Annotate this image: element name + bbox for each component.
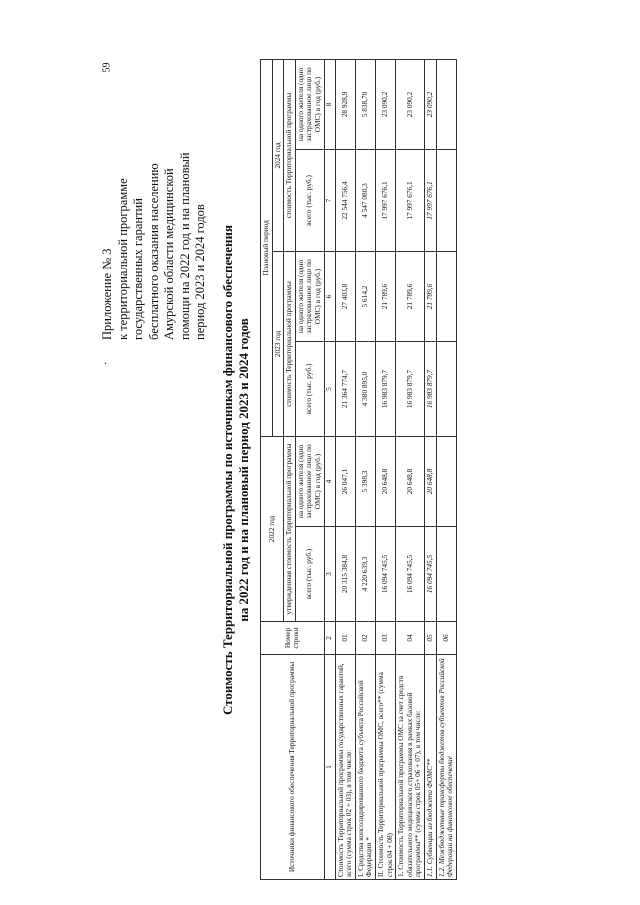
appendix-line: период 2023 и 2024 годов [193, 204, 207, 340]
header-total-2023: всего (тыс. руб.) [295, 341, 324, 436]
header-year-2022: 2022 год [261, 436, 284, 621]
header-per-resident-2022: на одного жителя (одно застрахованное лицо по ОМС) в год (руб.) [295, 436, 324, 526]
table-row [355, 59, 375, 879]
cost-table [260, 59, 457, 880]
cell-total-2023: 4 380 895,0 [355, 341, 375, 436]
cell-per-resident-2023: 21 789,6 [424, 251, 436, 341]
row-number: 04 [396, 622, 425, 655]
table-row [396, 59, 425, 879]
cell-per-resident-2022: 20 648,8 [396, 436, 425, 526]
header-program-cost-2024: стоимость Территориальной программы [284, 59, 296, 251]
cell-per-resident-2022: 5 398,3 [355, 436, 375, 526]
title-line-1: Стоимость Территориальной программы по источникам финансового обеспечения [220, 224, 235, 716]
table-row [424, 59, 436, 879]
row-number: 02 [355, 622, 375, 655]
column-number: 2 [324, 622, 335, 655]
cell-per-resident-2023: 21 789,6 [396, 251, 425, 341]
header-planned-period: Плановый период [261, 59, 273, 436]
appendix-line: Амурской области медицинской [162, 168, 176, 340]
cell-total-2023: 21 364 774,7 [335, 341, 355, 436]
cell-total-2022 [436, 527, 456, 622]
cell-total-2022: 16 094 745,5 [396, 527, 425, 622]
row-label: 1. Стоимость Территориальной программы ОМС за счет средств обязательного медицинского страхования в рамках базовой программы** (сумма строк 05+ 06 + 07), в том числе: [396, 655, 425, 880]
column-number: 7 [324, 149, 335, 251]
cell-per-resident-2023: 27 403,8 [335, 251, 355, 341]
header-source: Источники финансового обеспечения Территориальной программы [261, 655, 325, 880]
header-total-2022: всего (тыс. руб.) [295, 527, 324, 622]
cell-total-2024: 17 997 676,1 [396, 149, 425, 251]
cell-per-resident-2023: 21 789,6 [375, 251, 395, 341]
cell-per-resident-2024: 5 838,70 [355, 59, 375, 149]
cell-total-2022: 16 094 745,5 [424, 527, 436, 622]
row-number: 01 [335, 622, 355, 655]
cell-total-2024: 4 547 080,3 [355, 149, 375, 251]
cell-per-resident-2024: 23 090,2 [424, 59, 436, 149]
header-row-number: Номер строки [261, 622, 325, 655]
appendix-line: бесплатного оказания населению [146, 163, 161, 340]
header-program-cost-2023: стоимость Территориальной программы [284, 251, 296, 436]
row-label: I. Средства консолидированного бюджета субъекта Российской Федерации * [355, 655, 375, 880]
rotated-page-content [100, 60, 580, 880]
cell-per-resident-2022: 20 648,8 [375, 436, 395, 526]
cell-per-resident-2023 [436, 251, 456, 341]
column-number: 4 [324, 436, 335, 526]
cell-total-2023: 16 983 879,7 [424, 341, 436, 436]
header-per-resident-2024: на одного жителя (одно застрахованное лицо по ОМС) в год (руб.) [295, 59, 324, 149]
cell-total-2024: 22 544 756,4 [335, 149, 355, 251]
table-row [375, 59, 395, 879]
row-label: Стоимость Территориальной программы государственных гарантий, всего (сумма строк 02 + 03), в том числе: [335, 655, 355, 880]
cell-per-resident-2024: 28 928,9 [335, 59, 355, 149]
row-number: 06 [436, 622, 456, 655]
appendix-line: помощи на 2022 год и на плановый [177, 152, 192, 340]
column-number: 3 [324, 527, 335, 622]
cell-total-2022: 16 094 745,5 [375, 527, 395, 622]
header-per-resident-2023: на одного жителя (одно застрахованное лицо по ОМС) в год (руб.) [295, 251, 324, 341]
header-year-2024: 2024 год [272, 59, 284, 251]
cell-per-resident-2024: 23 090,2 [396, 59, 425, 149]
cell-per-resident-2022: 26 047,1 [335, 436, 355, 526]
document-title [220, 60, 252, 880]
cell-total-2023 [436, 341, 456, 436]
title-line-2: на 2022 год и на плановый период 2023 и 2024 годов [236, 318, 251, 622]
header-approved-cost: утвержденная стоимость Территориальной программы [284, 436, 296, 621]
cell-total-2023: 16 983 879,7 [396, 341, 425, 436]
cell-per-resident-2024: 23 090,2 [375, 59, 395, 149]
row-label: II. Стоимость Территориальной программы ОМС, всего** (сумма строк 04 + 08) [375, 655, 395, 880]
cell-total-2024: 17 997 676,1 [375, 149, 395, 251]
appendix-note [100, 40, 209, 340]
column-number: 6 [324, 251, 335, 341]
cell-per-resident-2023: 5 614,2 [355, 251, 375, 341]
appendix-line: государственных гарантий [131, 198, 145, 340]
table-row [436, 59, 456, 879]
cell-total-2024 [436, 149, 456, 251]
appendix-line: к территориальной программе [115, 178, 130, 340]
page-number: 59 [101, 62, 113, 73]
cell-total-2024: 17 997 676,1 [424, 149, 436, 251]
row-label: 1.1. Субвенции из бюджета ФОМС** [424, 655, 436, 880]
appendix-line: Приложение № 3 [100, 248, 114, 340]
cell-per-resident-2024 [436, 59, 456, 149]
cell-per-resident-2022 [436, 436, 456, 526]
cell-per-resident-2022: 20 648,8 [424, 436, 436, 526]
cell-total-2022: 4 220 639,3 [355, 527, 375, 622]
table-row [335, 59, 355, 879]
column-number: 8 [324, 59, 335, 149]
cell-total-2022: 20 315 384,8 [335, 527, 355, 622]
cell-total-2023: 16 983 879,7 [375, 341, 395, 436]
column-number: 5 [324, 341, 335, 436]
stray-mark: . [104, 353, 107, 367]
header-total-2024: всего (тыс. руб.) [295, 149, 324, 251]
row-label: 1.2. Межбюджетные трансферты бюджетов субъектов Российской Федерации на финансовое обеспечение [436, 655, 456, 880]
column-number: 1 [324, 655, 335, 880]
row-number: 03 [375, 622, 395, 655]
row-number: 05 [424, 622, 436, 655]
header-year-2023: 2023 год [272, 251, 284, 436]
